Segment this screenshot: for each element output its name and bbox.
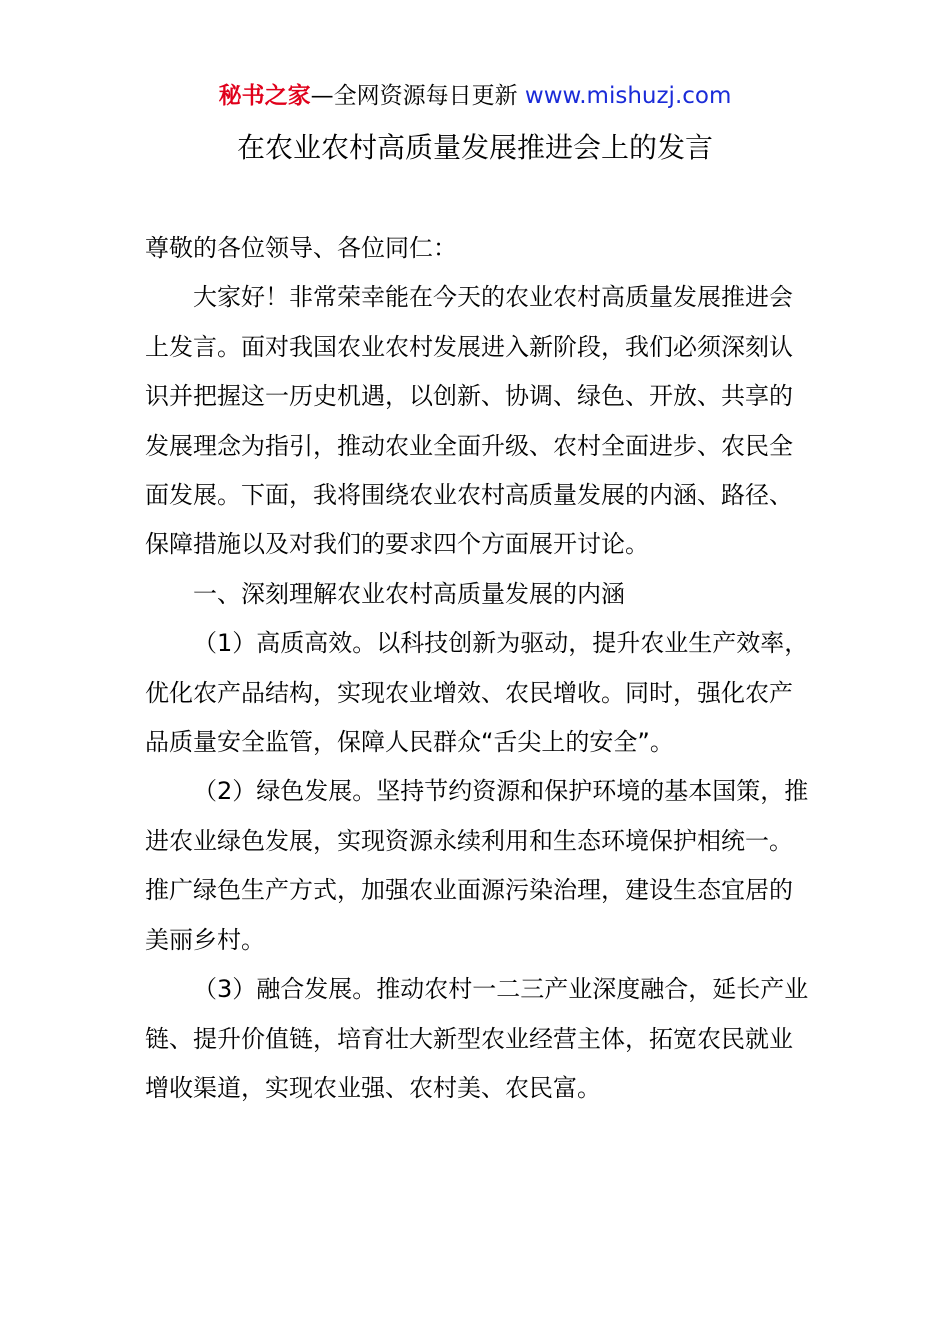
document-body	[145, 224, 810, 1113]
site-url-link[interactable]: www.mishuzj.com	[524, 83, 732, 109]
paragraph-item-3: （3）融合发展。推动农村一二三产业深度融合，延长产业链、提升价值链，培育壮大新型农业经营主体，拓宽农民就业增收渠道，实现农业强、农村美、农民富。	[145, 975, 809, 1102]
section-heading-1: 一、深刻理解农业农村高质量发展的内涵	[193, 579, 625, 608]
paragraph-item-2: （2）绿色发展。坚持节约资源和保护环境的基本国策，推进农业绿色发展，实现资源永续利用和生态环境保护相统一。推广绿色生产方式，加强农业面源污染治理，建设生态宜居的美丽乡村。	[145, 777, 809, 954]
paragraph-intro: 大家好！非常荣幸能在今天的农业农村高质量发展推进会上发言。面对我国农业农村发展进入新阶段，我们必须深刻认识并把握这一历史机遇，以创新、协调、绿色、开放、共享的发展理念为指引，推动农业全面升级、农村全面进步、农民全面发展。下面，我将围绕农业农村高质量发展的内涵、路径、保障措施以及对我们的要求四个方面展开讨论。	[145, 283, 793, 559]
site-brand: 秘书之家	[218, 83, 311, 109]
salutation: 尊敬的各位领导、各位同仁：	[145, 234, 457, 262]
site-slogan: —全网资源每日更新	[310, 83, 518, 109]
site-header	[0, 80, 950, 112]
paragraph-item-1: （1）高质高效。以科技创新为驱动，提升农业生产效率，优化农产品结构，实现农业增效、农民增收。同时，强化农产品质量安全监管，保障人民群众“舌尖上的安全”。	[145, 629, 809, 757]
document-title: 在农业农村高质量发展推进会上的发言	[236, 131, 713, 164]
